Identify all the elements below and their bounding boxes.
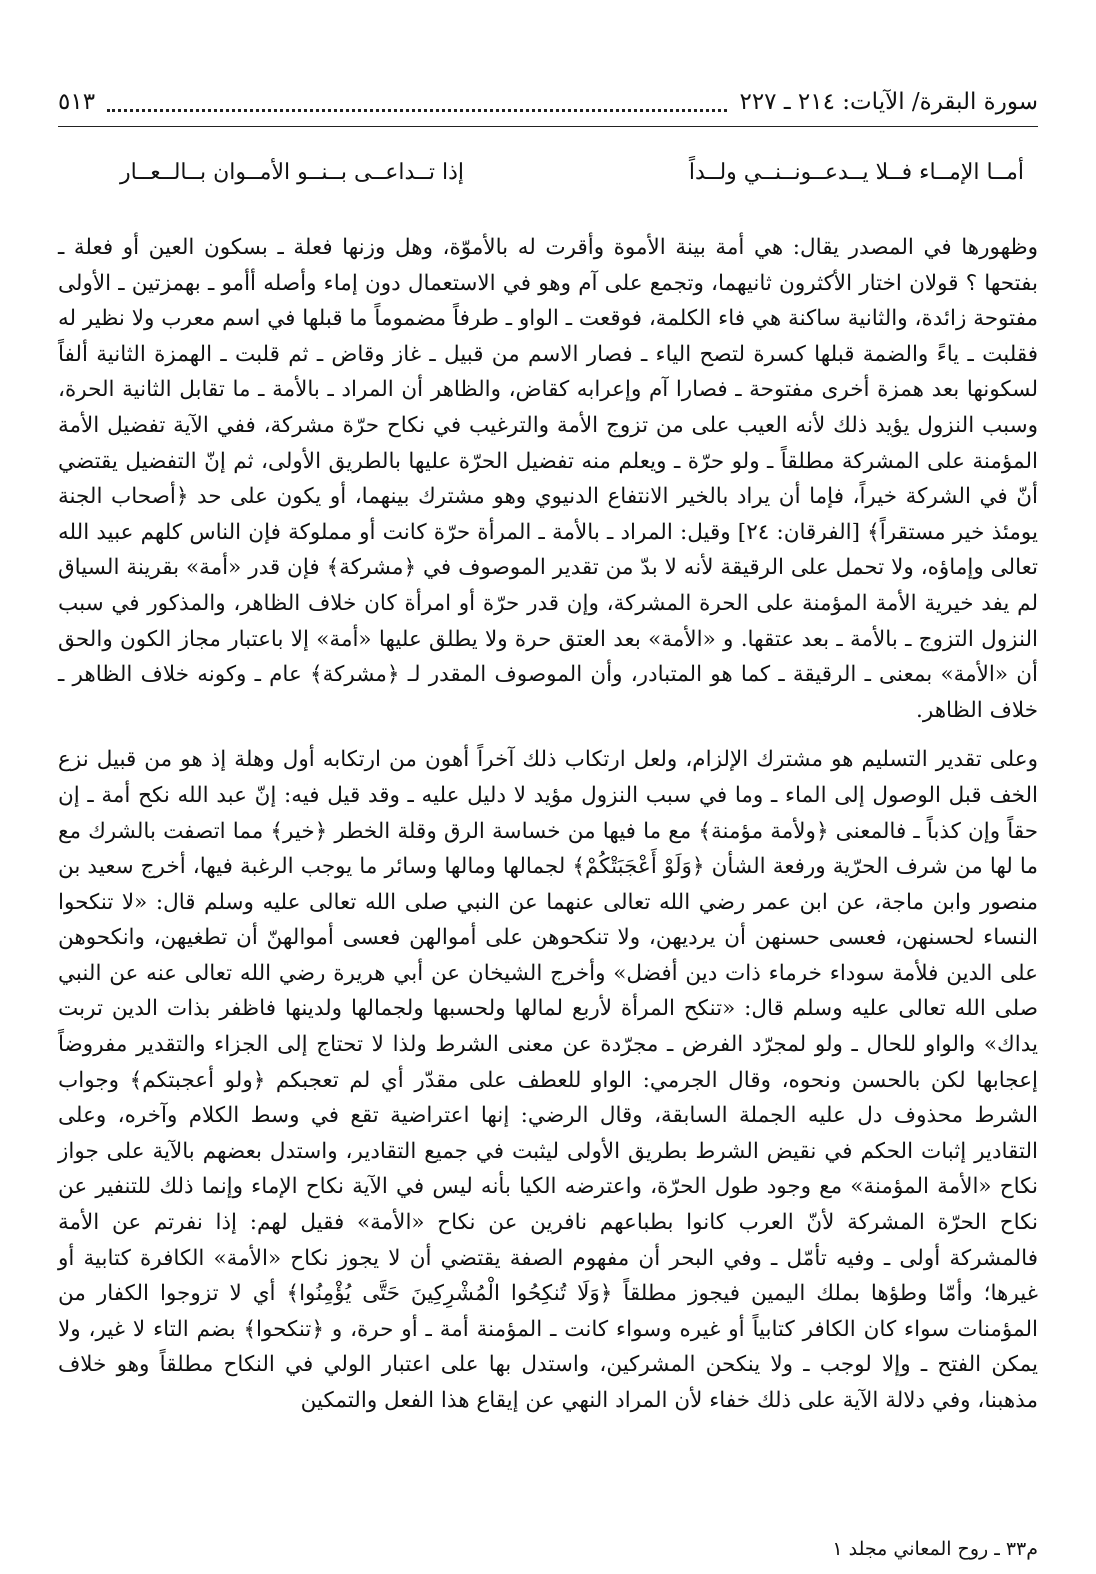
verse-hemistich-first: أمــا الإمــاء فــلا يــدعــونــنــي ولــداً bbox=[688, 160, 1024, 185]
paragraph-second: وعلى تقدير التسليم هو مشترك الإلزام، ولعل ارتكاب ذلك آخراً أهون من ارتكابه أول وهلة إذ هو من قبيل نزع الخف قبل الوصول إلى الماء ـ وما في سبب النزول مؤيد لا دليل عليه ـ وقد قيل فيه: إنّ عبد الله نكح أمة ـ إن حقاً وإن كذباً ـ فالمعنى ﴿ولأمة مؤمنة﴾ مع ما فيها من خساسة الرق وقلة الخطر ﴿خير﴾ مما اتصفت بالشرك مع ما لها من شرف الحرّية ورفعة الشأن ﴿وَلَوْ أَعْجَبَتْكُمْ﴾ لجمالها ومالها وسائر ما يوجب الرغبة فيها، أخرج سعيد بن منصور وابن ماجة، عن ابن عمر رضي الله تعالى عنهما عن النبي صلى الله تعالى عليه وسلم قال: «لا تنكحوا النساء لحسنهن، فعسى حسنهن أن يرديهن، ولا تنكحوهن على أموالهن فعسى أموالهنّ أن تطغيهن، وانكحوهن على الدين فلأمة سوداء خرماء ذات دين أفضل» وأخرج الشيخان عن أبي هريرة رضي الله تعالى عنه عن النبي صلى الله تعالى عليه وسلم قال: «تنكح المرأة لأربع لمالها ولحسبها ولجمالها ولدينها فاظفر بذات الدين تربت يداك» والواو للحال ـ ولو لمجرّد الفرض ـ مجرّدة عن معنى الشرط ولذا لا تحتاج إلى الجزاء والتقدير مفروضاً إعجابها لكن بالحسن ونحوه، وقال الجرمي: الواو للعطف على مقدّر أي لم تعجبكم ﴿ولو أعجبتكم﴾ وجواب الشرط محذوف دل عليه الجملة السابقة، وقال الرضي: إنها اعتراضية تقع في وسط الكلام وآخره، وعلى التقادير إثبات الحكم في نقيض الشرط بطريق الأولى ليثبت في جميع التقادير، واستدل بعضهم بالآية على جواز نكاح «الأمة المؤمنة» مع وجود طول الحرّة، واعترضه الكيا بأنه ليس في الآية نكاح الإماء وإنما ذلك للتنفير عن نكاح الحرّة المشركة لأنّ العرب كانوا بطباعهم نافرين عن نكاح «الأمة» فقيل لهم: إذا نفرتم عن الأمة فالمشركة أولى ـ وفيه تأمّل ـ وفي البحر أن مفهوم الصفة يقتضي أن لا يجوز نكاح «الأمة» الكافرة كتابية أو غيرها؛ وأمّا وطؤها بملك اليمين فيجوز مطلقاً ﴿وَلَا تُنكِحُوا الْمُشْرِكِينَ حَتَّى يُؤْمِنُوا﴾ أي لا تزوجوا الكفار من المؤمنات سواء كان الكافر كتابياً أو غيره وسواء كانت ـ المؤمنة أمة ـ أو حرة، و ﴿تنكحوا﴾ بضم التاء لا غير، ولا يمكن الفتح ـ وإلا لوجب ـ ولا ينكحن المشركين، واستدل بها على اعتبار الولي في النكاح مطلقاً وهو خلاف مذهبنا، وفي دلالة الآية على ذلك خفاء لأن المراد النهي عن إيقاع هذا الفعل والتمكين bbox=[58, 747, 1038, 1413]
paragraph-first: وظهورها في المصدر يقال: هي أمة بينة الأموة وأقرت له بالأموّة، وهل وزنها فعلة ـ بسكون العين أو فعلة ـ بفتحها ؟ قولان اختار الأكثرون ثانيهما، وتجمع على آم وهو في الاستعمال دون إماء وأصله أأمو ـ بهمزتين ـ الأولى مفتوحة زائدة، والثانية ساكنة هي فاء الكلمة، فوقعت ـ الواو ـ طرفاً مضموماً ما قبلها في اسم معرب ولا نظير له فقلبت ـ ياءً والضمة قبلها كسرة لتصح الياء ـ فصار الاسم من قبيل ـ غاز وقاض ـ ثم قلبت ـ الهمزة الثانية ألفاً لسكونها بعد همزة أخرى مفتوحة ـ فصارا آم وإعرابه كقاض، والظاهر أن المراد ـ بالأمة ـ ما تقابل الثانية الحرة، وسبب النزول يؤيد ذلك لأنه العيب على من تزوج الأمة والترغيب في نكاح حرّة مشركة، ففي الآية تفضيل الأمة المؤمنة على المشركة مطلقاً ـ ولو حرّة ـ ويعلم منه تفضيل الحرّة عليها بالطريق الأولى، ثم إنّ التفضيل يقتضي أنّ في الشركة خيراً، فإما أن يراد بالخير الانتفاع الدنيوي وهو مشترك بينهما، أو يكون على حد ﴿أصحاب الجنة يومئذ خير مستقراً﴾ [الفرقان: ٢٤] وقيل: المراد ـ بالأمة ـ المرأة حرّة كانت أو مملوكة فإن الناس كلهم عبيد الله تعالى وإماؤه، ولا تحمل على الرقيقة لأنه لا بدّ من تقدير الموصوف في ﴿مشركة﴾ فإن قدر «أمة» بقرينة السياق لم يفد خيرية الأمة المؤمنة على الحرة المشركة، وإن قدر حرّة أو امرأة كان خلاف الظاهر، والمذكور في سبب النزول التزوج ـ بالأمة ـ بعد عتقها. و «الأمة» بعد العتق حرة ولا يطلق عليها «أمة» إلا باعتبار مجاز الكون والحق أن «الأمة» بمعنى ـ الرقيقة ـ كما هو المتبادر، وأن الموصوف المقدر لـ ﴿مشركة﴾ عام ـ وكونه خلاف الظاهر ـ خلاف الظاهر. bbox=[58, 235, 1038, 723]
poetry-verse bbox=[120, 160, 1024, 185]
header-leader-dots bbox=[107, 109, 727, 112]
running-header bbox=[58, 84, 1038, 120]
footer-signature: م٣٣ ـ روح المعاني مجلد ١ bbox=[832, 1538, 1038, 1560]
page-number: ٥١٣ bbox=[58, 89, 96, 115]
header-title: سورة البقرة/ الآيات: ٢١٤ ـ ٢٢٧ bbox=[739, 89, 1038, 115]
body-text bbox=[58, 230, 1038, 1419]
verse-hemistich-second: إذا تــداعــى بــنــو الأمــوان بــالــعــار bbox=[120, 160, 465, 185]
header-rule bbox=[58, 126, 1038, 127]
